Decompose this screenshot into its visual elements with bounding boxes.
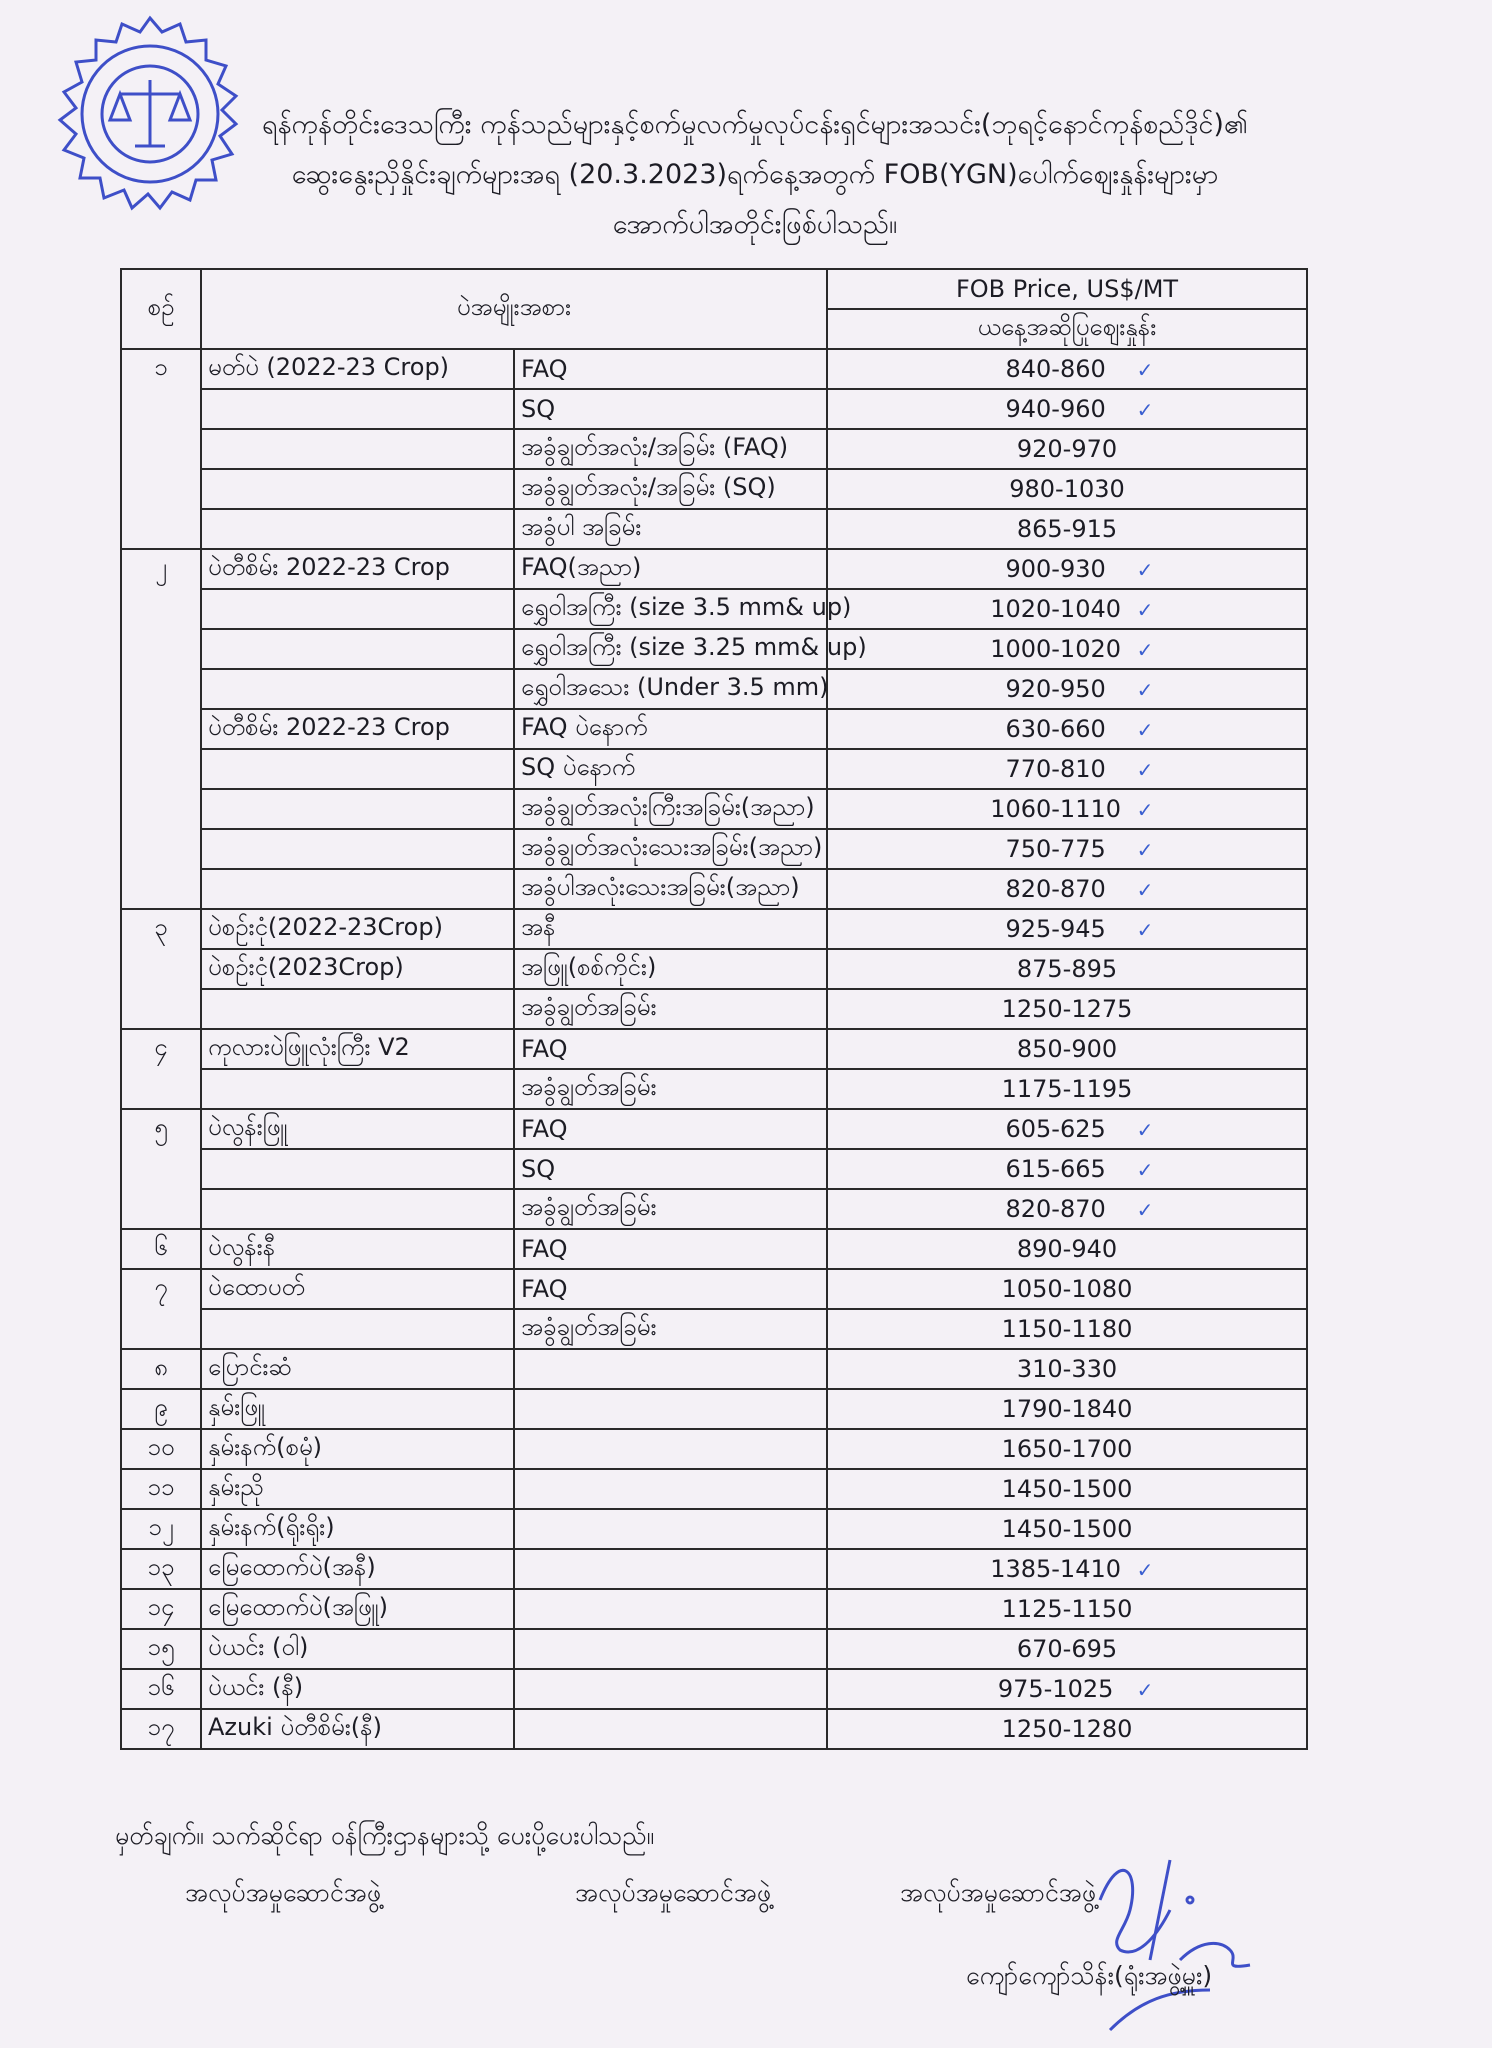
- item-name: နှမ်းညို: [201, 1469, 514, 1509]
- row-number: [121, 829, 201, 869]
- price-cell: [827, 1509, 1307, 1549]
- item-name: Azuki ပဲတီစိမ်း(နီ): [201, 1709, 514, 1749]
- price-value: 975-1025: [997, 1675, 1114, 1703]
- price-value: 920-970: [1016, 435, 1118, 463]
- item-name: [201, 469, 514, 509]
- price-value: 1050-1080: [1001, 1275, 1133, 1303]
- row-number: ၉: [121, 1389, 201, 1429]
- row-number: [121, 589, 201, 629]
- table-row: [121, 1149, 1307, 1189]
- table-row: [121, 709, 1307, 749]
- price-cell: [827, 429, 1307, 469]
- price-value: 850-900: [1016, 1035, 1118, 1063]
- price-cell: [827, 549, 1307, 589]
- item-name: ပဲယင်း (နီ): [201, 1669, 514, 1709]
- checkmark-icon: ✓: [1136, 1198, 1154, 1222]
- item-grade: FAQ(အညာ): [514, 549, 827, 589]
- header-line-2: ဆွေးနွေးညှိနှိုင်းချက်များအရ (20.3.2023)ရက်နေ့အတွက် FOB(YGN)ပေါက်ဈေးနှုန်းများမှာ: [291, 159, 1219, 190]
- checkmark-icon: ✓: [1136, 878, 1154, 902]
- price-cell: [827, 1069, 1307, 1109]
- price-value: 310-330: [1016, 1355, 1118, 1383]
- table-row: [121, 1349, 1307, 1389]
- price-value: 630-660: [1005, 715, 1106, 743]
- item-grade: FAQ: [514, 1229, 827, 1269]
- item-name: [201, 789, 514, 829]
- item-grade: [514, 1669, 827, 1709]
- row-number: [121, 1309, 201, 1349]
- item-name: [201, 509, 514, 549]
- price-value: 840-860: [1005, 355, 1106, 383]
- price-value: 1450-1500: [1001, 1515, 1133, 1543]
- row-number: ၈: [121, 1349, 201, 1389]
- table-row: [121, 549, 1307, 589]
- price-cell: [827, 1469, 1307, 1509]
- table-row: [121, 1709, 1307, 1749]
- item-name: ပဲစဉ်းငုံ(2023Crop): [201, 949, 514, 989]
- row-number: ၅: [121, 1109, 201, 1149]
- item-name: [201, 749, 514, 789]
- item-grade: [514, 1389, 827, 1429]
- price-cell: [827, 669, 1307, 709]
- row-number: ၁၁: [121, 1469, 201, 1509]
- row-number: ၃: [121, 909, 201, 949]
- checkmark-icon: ✓: [1136, 758, 1154, 782]
- column-header-price: FOB Price, US$/MT: [827, 269, 1307, 309]
- table-row: [121, 349, 1307, 389]
- row-number: ၁၂: [121, 1509, 201, 1549]
- table-row: [121, 1629, 1307, 1669]
- item-name: နှမ်းဖြူ: [201, 1389, 514, 1429]
- row-number: ၁၄: [121, 1589, 201, 1629]
- item-grade: FAQ: [514, 349, 827, 389]
- price-cell: [827, 989, 1307, 1029]
- price-cell: [827, 1589, 1307, 1629]
- checkmark-icon: ✓: [1136, 678, 1154, 702]
- price-value: 1175-1195: [1001, 1075, 1133, 1103]
- table-row: [121, 629, 1307, 669]
- price-value: 1150-1180: [1001, 1315, 1133, 1343]
- item-name: ပဲထောပတ်: [201, 1269, 514, 1309]
- table-row: [121, 1309, 1307, 1349]
- price-value: 615-665: [1005, 1155, 1106, 1183]
- item-name: [201, 589, 514, 629]
- row-number: ၁၅: [121, 1629, 201, 1669]
- price-cell: [827, 629, 1307, 669]
- item-name: [201, 1309, 514, 1349]
- row-number: [121, 1149, 201, 1189]
- table-row: [121, 1509, 1307, 1549]
- row-number: [121, 869, 201, 909]
- item-grade: [514, 1429, 827, 1469]
- price-value: 670-695: [1016, 1635, 1118, 1663]
- checkmark-icon: ✓: [1136, 918, 1154, 942]
- price-value: 1250-1275: [1001, 995, 1133, 1023]
- price-value: 820-870: [1005, 1195, 1106, 1223]
- item-grade: ရွှေဝါအကြီး (size 3.5 mm& up): [514, 589, 827, 629]
- price-cell: [827, 1229, 1307, 1269]
- row-number: [121, 389, 201, 429]
- table-row: [121, 1229, 1307, 1269]
- price-value: 1125-1150: [1001, 1595, 1133, 1623]
- row-number: [121, 469, 201, 509]
- row-number: [121, 629, 201, 669]
- checkmark-icon: ✓: [1136, 1118, 1154, 1142]
- table-row: [121, 1389, 1307, 1429]
- item-grade: [514, 1629, 827, 1669]
- item-grade: FAQ: [514, 1029, 827, 1069]
- table-row: [121, 1429, 1307, 1469]
- row-number: ၁: [121, 349, 201, 389]
- table-row: [121, 509, 1307, 549]
- item-grade: [514, 1469, 827, 1509]
- row-number: ၁၀: [121, 1429, 201, 1469]
- price-cell: [827, 789, 1307, 829]
- row-number: [121, 1189, 201, 1229]
- item-grade: SQ: [514, 1149, 827, 1189]
- row-number: ၄: [121, 1029, 201, 1069]
- column-header-no: စဉ်: [121, 269, 201, 349]
- price-cell: [827, 389, 1307, 429]
- price-value: 1250-1280: [1001, 1715, 1133, 1743]
- price-cell: [827, 1669, 1307, 1709]
- column-header-price-sub: ယနေ့အဆိုပြုဈေးနှုန်း: [827, 309, 1307, 349]
- price-cell: [827, 1109, 1307, 1149]
- table-row: [121, 1109, 1307, 1149]
- table-row: [121, 829, 1307, 869]
- checkmark-icon: ✓: [1136, 1678, 1154, 1702]
- item-grade: [514, 1589, 827, 1629]
- item-grade: အခွံပါအလုံးသေးအခြမ်း(အညာ): [514, 869, 827, 909]
- price-value: 980-1030: [1009, 475, 1125, 503]
- row-number: [121, 749, 201, 789]
- row-number: [121, 429, 201, 469]
- table-row: [121, 1469, 1307, 1509]
- item-name: [201, 629, 514, 669]
- checkmark-icon: ✓: [1136, 1558, 1154, 1582]
- item-grade: FAQ: [514, 1109, 827, 1149]
- header-line-3: အောက်ပါအတိုင်းဖြစ်ပါသည်။: [612, 209, 898, 240]
- price-cell: [827, 1709, 1307, 1749]
- row-number: ၁၇: [121, 1709, 201, 1749]
- table-row: [121, 429, 1307, 469]
- column-header-item: ပဲအမျိုးအစား: [201, 269, 827, 349]
- price-value: 865-915: [1016, 515, 1118, 543]
- item-grade: အခွံချွတ်အလုံးသေးအခြမ်း(အညာ): [514, 829, 827, 869]
- signer-label-2: အလုပ်အမှုဆောင်အဖွဲ့: [575, 1878, 772, 1907]
- price-value: 920-950: [1005, 675, 1106, 703]
- price-value: 1650-1700: [1001, 1435, 1133, 1463]
- row-number: [121, 789, 201, 829]
- price-cell: [827, 1389, 1307, 1429]
- price-cell: [827, 1269, 1307, 1309]
- price-value: 1000-1020: [990, 635, 1122, 663]
- price-rows: [121, 349, 1307, 1749]
- checkmark-icon: ✓: [1136, 1158, 1154, 1182]
- handwritten-signature: [1080, 1840, 1300, 2040]
- item-grade: အခွံချွတ်အလုံး/အခြမ်း (SQ): [514, 469, 827, 509]
- price-value: 890-940: [1016, 1235, 1118, 1263]
- table-row: [121, 989, 1307, 1029]
- table-row: [121, 1189, 1307, 1229]
- item-grade: [514, 1549, 827, 1589]
- row-number: [121, 669, 201, 709]
- item-grade: အခွံချွတ်အခြမ်း: [514, 1189, 827, 1229]
- checkmark-icon: ✓: [1136, 398, 1154, 422]
- item-grade: အခွံချွတ်အခြမ်း: [514, 1069, 827, 1109]
- item-grade: FAQ ပဲနောက်: [514, 709, 827, 749]
- signatory-name: ကျော်ကျော်သိန်း(ရုံးအဖွဲ့မှူး): [966, 1961, 1213, 1990]
- price-value: 940-960: [1005, 395, 1106, 423]
- price-cell: [827, 869, 1307, 909]
- item-grade: FAQ: [514, 1269, 827, 1309]
- row-number: [121, 989, 201, 1029]
- item-grade: အခွံချွတ်အခြမ်း: [514, 989, 827, 1029]
- item-grade: အနီ: [514, 909, 827, 949]
- price-value: 605-625: [1005, 1115, 1106, 1143]
- price-cell: [827, 1309, 1307, 1349]
- price-cell: [827, 1549, 1307, 1589]
- item-name: မြေထောက်ပဲ(အဖြူ): [201, 1589, 514, 1629]
- item-name: နှမ်းနက်(စမုံ): [201, 1429, 514, 1469]
- item-name: [201, 1189, 514, 1229]
- item-grade: [514, 1349, 827, 1389]
- item-name: ကုလားပဲဖြူလုံးကြီး V2: [201, 1029, 514, 1069]
- price-value: 750-775: [1005, 835, 1106, 863]
- price-cell: [827, 749, 1307, 789]
- table-row: [121, 749, 1307, 789]
- checkmark-icon: ✓: [1136, 358, 1154, 382]
- item-name: [201, 429, 514, 469]
- table-row: [121, 1669, 1307, 1709]
- price-cell: [827, 829, 1307, 869]
- item-grade: ရွှေဝါအကြီး (size 3.25 mm& up): [514, 629, 827, 669]
- row-number: ၁၃: [121, 1549, 201, 1589]
- header-line-1: ရန်ကုန်တိုင်းဒေသကြီး ကုန်သည်များနှင့်စက်မှုလက်မှုလုပ်ငန်းရှင်များအသင်း(ဘုရင့်နောင်ကုန်စည်ဒိုင်)၏: [262, 109, 1248, 140]
- table-row: [121, 1269, 1307, 1309]
- item-grade: SQ ပဲနောက်: [514, 749, 827, 789]
- table-row: [121, 869, 1307, 909]
- row-number: [121, 949, 201, 989]
- row-number: ၆: [121, 1229, 201, 1269]
- price-value: 1060-1110: [990, 795, 1122, 823]
- item-grade: အခွံချွတ်အလုံး/အခြမ်း (FAQ): [514, 429, 827, 469]
- price-cell: [827, 1189, 1307, 1229]
- price-cell: [827, 1149, 1307, 1189]
- table-row: [121, 1549, 1307, 1589]
- row-number: [121, 509, 201, 549]
- item-name: ပြောင်းဆံ: [201, 1349, 514, 1389]
- item-name: ပဲတီစိမ်း 2022-23 Crop: [201, 549, 514, 589]
- price-value: 900-930: [1005, 555, 1106, 583]
- checkmark-icon: ✓: [1136, 838, 1154, 862]
- item-name: [201, 1149, 514, 1189]
- item-name: [201, 869, 514, 909]
- item-grade: SQ: [514, 389, 827, 429]
- table-row: [121, 1029, 1307, 1069]
- item-name: [201, 989, 514, 1029]
- table-row: [121, 389, 1307, 429]
- item-name: ပဲစဉ်းငုံ(2022-23Crop): [201, 909, 514, 949]
- checkmark-icon: ✓: [1136, 798, 1154, 822]
- price-cell: [827, 1349, 1307, 1389]
- item-grade: အခွံချွတ်အခြမ်း: [514, 1309, 827, 1349]
- item-name: [201, 389, 514, 429]
- price-cell: [827, 1629, 1307, 1669]
- checkmark-icon: ✓: [1136, 718, 1154, 742]
- checkmark-icon: ✓: [1136, 598, 1154, 622]
- checkmark-icon: ✓: [1136, 558, 1154, 582]
- item-name: [201, 829, 514, 869]
- row-number: ၇: [121, 1269, 201, 1309]
- footer-remark: မှတ်ချက်။ သက်ဆိုင်ရာ ဝန်ကြီးဌာနများသို့ ပေးပို့ပေးပါသည်။: [115, 1821, 655, 1850]
- price-value: 875-895: [1016, 955, 1118, 983]
- price-cell: [827, 469, 1307, 509]
- price-cell: [827, 909, 1307, 949]
- price-value: 925-945: [1005, 915, 1106, 943]
- row-number: ၁၆: [121, 1669, 201, 1709]
- checkmark-icon: ✓: [1136, 638, 1154, 662]
- price-cell: [827, 949, 1307, 989]
- item-grade: အခွံချွတ်အလုံးကြီးအခြမ်း(အညာ): [514, 789, 827, 829]
- table-row: [121, 1069, 1307, 1109]
- price-cell: [827, 1429, 1307, 1469]
- price-cell: [827, 509, 1307, 549]
- item-grade: [514, 1709, 827, 1749]
- item-name: ပဲယင်း (ဝါ): [201, 1629, 514, 1669]
- row-number: ၂: [121, 549, 201, 589]
- price-value: 820-870: [1005, 875, 1106, 903]
- signer-label-3: အလုပ်အမှုဆောင်အဖွဲ့: [900, 1878, 1097, 1907]
- table-row: [121, 1589, 1307, 1629]
- item-name: နှမ်းနက်(ရိုးရိုး): [201, 1509, 514, 1549]
- price-value: 1385-1410: [990, 1555, 1122, 1583]
- price-cell: [827, 349, 1307, 389]
- fob-price-table: [120, 268, 1308, 1750]
- item-grade: အခွံပါ အခြမ်း: [514, 509, 827, 549]
- item-name: မြေထောက်ပဲ(အနီ): [201, 1549, 514, 1589]
- document-header: [130, 100, 1380, 250]
- item-name: ပဲလွန်းနီ: [201, 1229, 514, 1269]
- row-number: [121, 709, 201, 749]
- signer-label-1: အလုပ်အမှုဆောင်အဖွဲ့: [185, 1878, 382, 1907]
- table-row: [121, 469, 1307, 509]
- table-row: [121, 949, 1307, 989]
- item-name: မတ်ပဲ (2022-23 Crop): [201, 349, 514, 389]
- price-value: 770-810: [1005, 755, 1106, 783]
- item-name: [201, 1069, 514, 1109]
- price-cell: [827, 589, 1307, 629]
- row-number: [121, 1069, 201, 1109]
- item-grade: အဖြူ(စစ်ကိုင်း): [514, 949, 827, 989]
- table-row: [121, 589, 1307, 629]
- price-value: 1020-1040: [990, 595, 1122, 623]
- table-row: [121, 909, 1307, 949]
- price-value: 1790-1840: [1001, 1395, 1133, 1423]
- item-name: [201, 669, 514, 709]
- price-cell: [827, 1029, 1307, 1069]
- item-name: ပဲလွန်းဖြူ: [201, 1109, 514, 1149]
- table-row: [121, 669, 1307, 709]
- table-row: [121, 789, 1307, 829]
- price-cell: [827, 709, 1307, 749]
- price-value: 1450-1500: [1001, 1475, 1133, 1503]
- item-name: ပဲတီစိမ်း 2022-23 Crop: [201, 709, 514, 749]
- item-grade: ရွှေဝါအသေး (Under 3.5 mm): [514, 669, 827, 709]
- item-grade: [514, 1509, 827, 1549]
